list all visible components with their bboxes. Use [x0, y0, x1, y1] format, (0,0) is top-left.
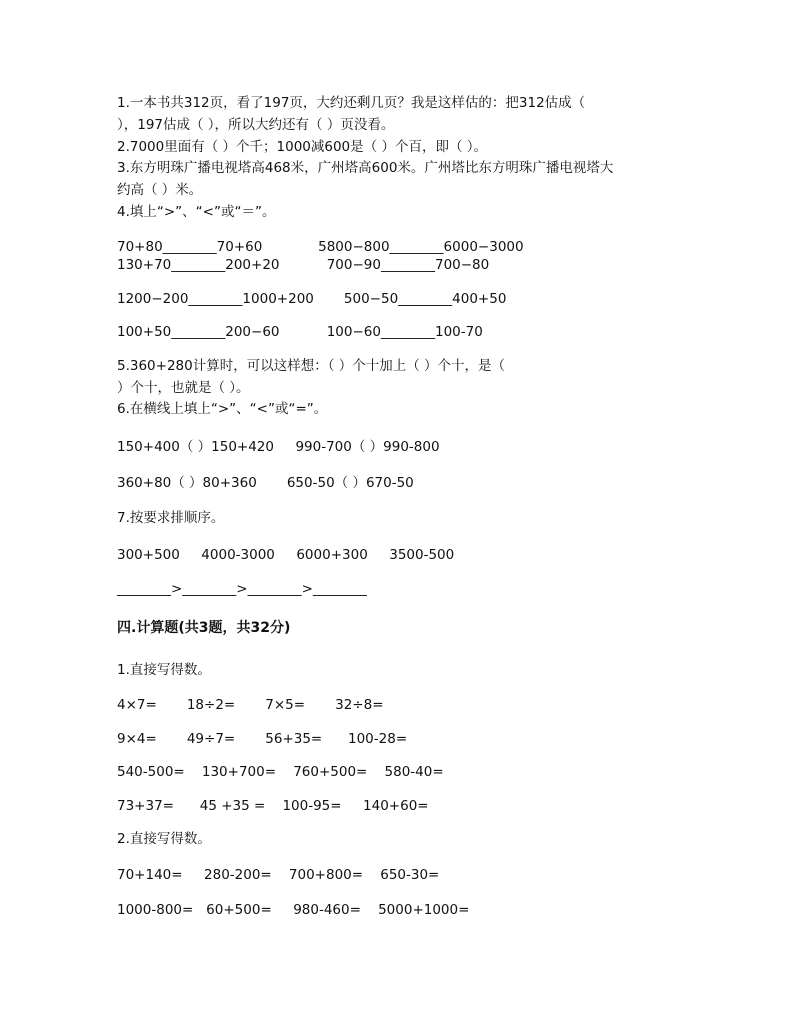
calc-1-row-4: 73+37= 45 +35 = 100-95= 140+60= — [117, 798, 429, 814]
q5-line-2: ）个十，也就是（ ）。 — [117, 380, 250, 396]
q4-row-4: 100+50________200−60 100−60________100-70 — [117, 324, 483, 340]
q1-line-2: ），197估成（ ），所以大约还有（ ）页没看。 — [117, 117, 395, 133]
q5-line-1: 5.360+280计算时，可以这样想：（ ）个十加上（ ）个十，是（ — [117, 358, 506, 374]
calc-1-row-1: 4×7= 18÷2= 7×5= 32÷8= — [117, 697, 384, 713]
calc-2-instruction: 2.直接写得数。 — [117, 831, 211, 847]
q7-instruction: 7.按要求排顺序。 — [117, 510, 225, 526]
q4-row-2: 130+70________200+20 700−90________700−80 — [117, 257, 490, 273]
q4-row-3: 1200−200________1000+200 500−50________400+50 — [117, 291, 507, 307]
q6-instruction: 6.在横线上填上“>”、“<”或“=”。 — [117, 401, 328, 417]
calc-1-row-3: 540-500= 130+700= 760+500= 580-40= — [117, 764, 444, 780]
q1-line-1: 1.一本书共312页，看了197页，大约还剩几页？我是这样估的：把312估成（ — [117, 95, 586, 111]
q7-answer-blanks: ________>________>________>________ — [117, 581, 367, 597]
q4-instruction: 4.填上“>”、“<”或“＝”。 — [117, 204, 276, 220]
q7-items: 300+500 4000-3000 6000+300 3500-500 — [117, 547, 455, 563]
q6-row-1: 150+400（ ）150+420 990-700（ ）990-800 — [117, 439, 440, 455]
q3-line-2: 约高（ ）米。 — [117, 182, 203, 198]
q2-line: 2.7000里面有（ ）个千；1000减600是（ ）个百，即（ ）。 — [117, 139, 487, 155]
section-4-heading: 四.计算题(共3题，共32分) — [117, 620, 291, 636]
q6-row-2: 360+80（ ）80+360 650-50（ ）670-50 — [117, 475, 414, 491]
q3-line-1: 3.东方明珠广播电视塔高468米，广州塔高600米。广州塔比东方明珠广播电视塔大 — [117, 160, 614, 176]
calc-1-instruction: 1.直接写得数。 — [117, 662, 211, 678]
calc-2-row-1: 70+140= 280-200= 700+800= 650-30= — [117, 867, 440, 883]
calc-1-row-2: 9×4= 49÷7= 56+35= 100-28= — [117, 731, 408, 747]
q4-row-1: 70+80________70+60 5800−800________6000−3000 — [117, 239, 524, 255]
calc-2-row-2: 1000-800= 60+500= 980-460= 5000+1000= — [117, 902, 470, 918]
